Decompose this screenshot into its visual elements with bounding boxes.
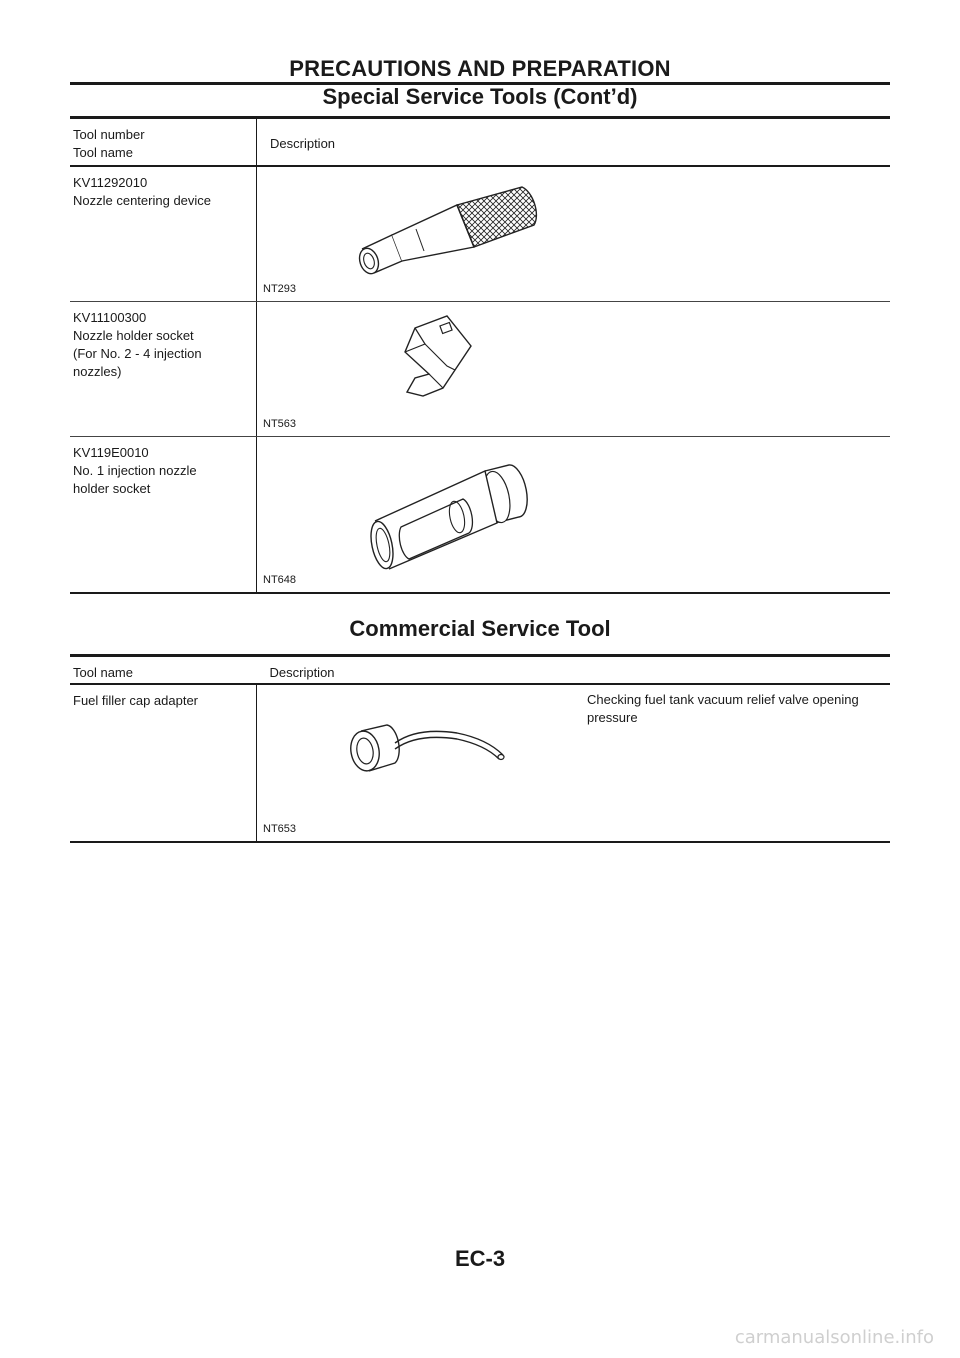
footer-watermark: carmanualsonline.info (734, 1327, 934, 1348)
subsection-title: Special Service Tools (Cont’d) (322, 84, 638, 109)
tool-name: Nozzle centering device (73, 193, 212, 208)
fuel-filler-cap-adapter-icon (347, 719, 517, 789)
col-tool-number: Tool number (73, 127, 145, 142)
commercial-tools-table (70, 654, 890, 843)
commercial-section-title: Commercial Service Tool (349, 616, 611, 641)
tool-name-note: holder socket (73, 481, 151, 496)
page-number: EC-3 (454, 1246, 506, 1271)
tool-number: KV119E0010 (73, 445, 149, 460)
figure-code: NT293 (263, 283, 297, 295)
table-row (70, 302, 890, 437)
section-title: PRECAUTIONS AND PREPARATION (289, 56, 671, 81)
tool-name: No. 1 injection nozzle (73, 463, 197, 478)
col-description: Description (257, 656, 891, 685)
col-tool-name: Tool name (70, 656, 257, 685)
tool-number: KV11292010 (73, 175, 148, 190)
table-header-row (70, 118, 890, 167)
tool-name-note: nozzles) (73, 364, 122, 379)
tool-name: Fuel filler cap adapter (70, 684, 257, 842)
figure-code: NT648 (263, 574, 297, 586)
nozzle-holder-socket-icon (385, 314, 485, 414)
table-row (70, 166, 890, 302)
figure-code: NT653 (263, 823, 297, 835)
tool-name-note: (For No. 2 - 4 injection (73, 346, 202, 361)
special-tools-table (70, 116, 890, 594)
table-row (70, 437, 890, 594)
tool-description: Checking fuel tank vacuum relief valve opening pressure (587, 692, 859, 725)
tool-name: Nozzle holder socket (73, 328, 194, 343)
figure-code: NT563 (263, 418, 297, 430)
tool-number: KV11100300 (73, 310, 147, 325)
nozzle-centering-device-icon (352, 177, 542, 277)
injection-nozzle-holder-socket-icon (365, 461, 535, 573)
col-description: Description (257, 118, 891, 167)
table-header-row (70, 656, 890, 685)
table-row (70, 684, 890, 842)
col-tool-name: Tool name (73, 145, 133, 160)
